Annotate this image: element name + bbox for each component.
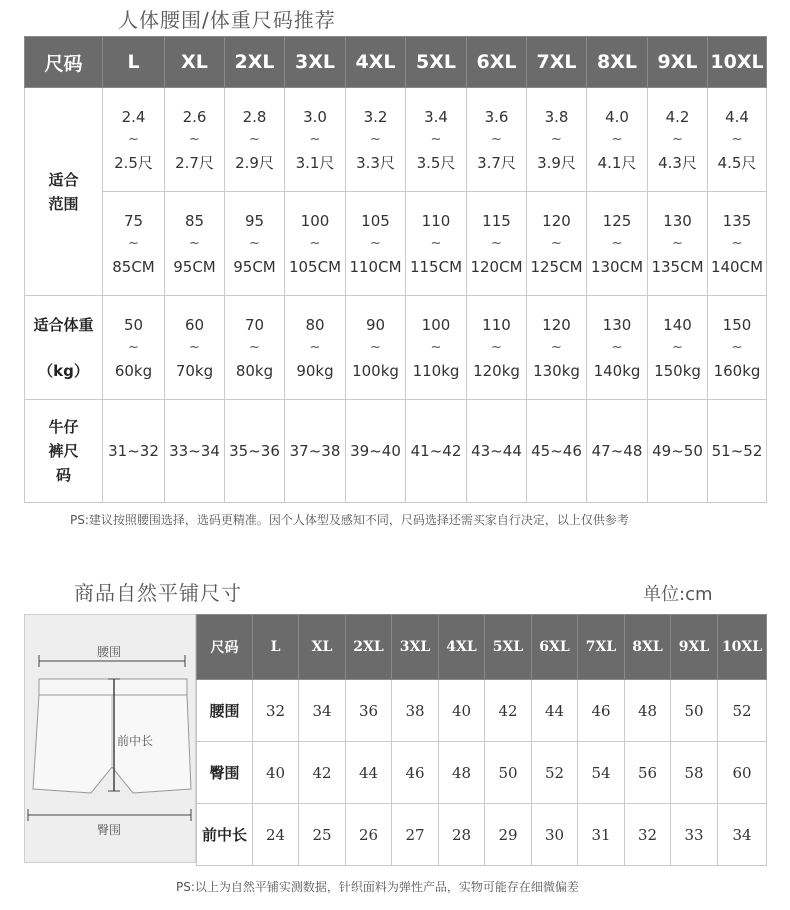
table-cell: 140 ~ 150kg bbox=[648, 296, 708, 400]
table-cell: 110 ~ 115CM bbox=[406, 192, 467, 296]
table-cell: 42 bbox=[299, 742, 346, 804]
table-cell: 70 ~ 80kg bbox=[225, 296, 285, 400]
row-label: 臀围 bbox=[197, 742, 253, 804]
jeans-size-label: 牛仔裤尺码 bbox=[25, 400, 103, 503]
size-col-header: 9XL bbox=[648, 37, 708, 88]
row-label: 前中长 bbox=[197, 804, 253, 866]
size-col-header: 5XL bbox=[485, 615, 532, 680]
table-cell: 110 ~ 120kg bbox=[467, 296, 527, 400]
table-cell: 105 ~ 110CM bbox=[346, 192, 406, 296]
size-col-header: 3XL bbox=[392, 615, 439, 680]
size-col-header: 7XL bbox=[527, 37, 587, 88]
table-cell: 28 bbox=[439, 804, 485, 866]
size-col-header: 8XL bbox=[587, 37, 648, 88]
table-cell: 60 ~ 70kg bbox=[165, 296, 225, 400]
row-label: 腰围 bbox=[197, 680, 253, 742]
table-cell: 48 bbox=[625, 680, 671, 742]
front-length-row bbox=[197, 804, 767, 866]
garment-diagram bbox=[24, 614, 196, 863]
table-cell: 39~40 bbox=[346, 400, 406, 503]
table-cell: 2.8 ~ 2.9尺 bbox=[225, 88, 285, 192]
table-cell: 3.8 ~ 3.9尺 bbox=[527, 88, 587, 192]
table-cell: 45~46 bbox=[527, 400, 587, 503]
table-cell: 60 bbox=[718, 742, 767, 804]
size-col-header: 9XL bbox=[671, 615, 718, 680]
table-cell: 54 bbox=[578, 742, 625, 804]
table-cell: 4.2 ~ 4.3尺 bbox=[648, 88, 708, 192]
size-col-header: L bbox=[253, 615, 299, 680]
table-cell: 40 bbox=[439, 680, 485, 742]
size-col-header: 7XL bbox=[578, 615, 625, 680]
table-cell: 120 ~ 125CM bbox=[527, 192, 587, 296]
weight-label: 适合体重 （kg） bbox=[25, 296, 103, 400]
size-col-header: XL bbox=[165, 37, 225, 88]
size-col-header: 2XL bbox=[225, 37, 285, 88]
table-cell: 31 bbox=[578, 804, 625, 866]
table-cell: 31~32 bbox=[103, 400, 165, 503]
diagram-length-label: 前中长 bbox=[117, 734, 154, 748]
table-cell: 95 ~ 95CM bbox=[225, 192, 285, 296]
size-advice-note: PS:建议按照腰围选择，选码更精准。因个人体型及感知不同，尺码选择还需买家自行决定，以上仅供参考 bbox=[70, 513, 629, 527]
table-cell: 27 bbox=[392, 804, 439, 866]
table-cell: 44 bbox=[532, 680, 578, 742]
waist-row bbox=[197, 680, 767, 742]
table-cell: 3.6 ~ 3.7尺 bbox=[467, 88, 527, 192]
size-header-row bbox=[25, 37, 767, 88]
table-cell: 29 bbox=[485, 804, 532, 866]
table-cell: 90 ~ 100kg bbox=[346, 296, 406, 400]
table-cell: 33~34 bbox=[165, 400, 225, 503]
table-cell: 2.4 ~ 2.5尺 bbox=[103, 88, 165, 192]
table-cell: 130 ~ 135CM bbox=[648, 192, 708, 296]
jeans-row bbox=[25, 400, 767, 503]
table-cell: 75 ~ 85CM bbox=[103, 192, 165, 296]
size-col-header: 6XL bbox=[467, 37, 527, 88]
table-cell: 34 bbox=[718, 804, 767, 866]
table-cell: 25 bbox=[299, 804, 346, 866]
table-cell: 80 ~ 90kg bbox=[285, 296, 346, 400]
table-cell: 115 ~ 120CM bbox=[467, 192, 527, 296]
size-col-header: XL bbox=[299, 615, 346, 680]
table-cell: 46 bbox=[578, 680, 625, 742]
table-cell: 56 bbox=[625, 742, 671, 804]
size-col-header: 4XL bbox=[439, 615, 485, 680]
size-col-header: 4XL bbox=[346, 37, 406, 88]
size-col-header: L bbox=[103, 37, 165, 88]
table-cell: 100 ~ 110kg bbox=[406, 296, 467, 400]
table-cell: 52 bbox=[718, 680, 767, 742]
table-cell: 2.6 ~ 2.7尺 bbox=[165, 88, 225, 192]
table-cell: 50 bbox=[485, 742, 532, 804]
table-cell: 3.0 ~ 3.1尺 bbox=[285, 88, 346, 192]
size-col-header: 5XL bbox=[406, 37, 467, 88]
size-chart-title: 人体腰围/体重尺码推荐 bbox=[118, 8, 336, 32]
table-cell: 58 bbox=[671, 742, 718, 804]
size-col-header: 10XL bbox=[708, 37, 767, 88]
body-size-table bbox=[24, 36, 767, 503]
size-col-header: 10XL bbox=[718, 615, 767, 680]
table-cell: 52 bbox=[532, 742, 578, 804]
waist-cm-row bbox=[25, 192, 767, 296]
table-cell: 120 ~ 130kg bbox=[527, 296, 587, 400]
table-cell: 3.4 ~ 3.5尺 bbox=[406, 88, 467, 192]
table-cell: 38 bbox=[392, 680, 439, 742]
table-cell: 41~42 bbox=[406, 400, 467, 503]
table-cell: 85 ~ 95CM bbox=[165, 192, 225, 296]
size-col-header: 2XL bbox=[346, 615, 392, 680]
table-cell: 130 ~ 140kg bbox=[587, 296, 648, 400]
measurement-note: PS:以上为自然平铺实测数据，针织面料为弹性产品，实物可能存在细微偏差 bbox=[176, 880, 579, 894]
table-cell: 4.4 ~ 4.5尺 bbox=[708, 88, 767, 192]
table-cell: 150 ~ 160kg bbox=[708, 296, 767, 400]
waist-chi-row bbox=[25, 88, 767, 192]
table-cell: 35~36 bbox=[225, 400, 285, 503]
fit-range-label: 适合范围 bbox=[25, 88, 103, 296]
table-cell: 100 ~ 105CM bbox=[285, 192, 346, 296]
size-col-header: 6XL bbox=[532, 615, 578, 680]
table-cell: 46 bbox=[392, 742, 439, 804]
table-cell: 42 bbox=[485, 680, 532, 742]
size-col-header: 3XL bbox=[285, 37, 346, 88]
table-cell: 30 bbox=[532, 804, 578, 866]
table-cell: 125 ~ 130CM bbox=[587, 192, 648, 296]
weight-row bbox=[25, 296, 767, 400]
table-cell: 40 bbox=[253, 742, 299, 804]
table-cell: 50 bbox=[671, 680, 718, 742]
table-cell: 3.2 ~ 3.3尺 bbox=[346, 88, 406, 192]
table-cell: 32 bbox=[625, 804, 671, 866]
size-col-header: 8XL bbox=[625, 615, 671, 680]
garment-size-table bbox=[196, 614, 767, 866]
table-cell: 48 bbox=[439, 742, 485, 804]
table-cell: 33 bbox=[671, 804, 718, 866]
table-cell: 51~52 bbox=[708, 400, 767, 503]
table-cell: 34 bbox=[299, 680, 346, 742]
garment-header-row bbox=[197, 615, 767, 680]
size-header-label: 尺码 bbox=[25, 37, 103, 88]
table-cell: 43~44 bbox=[467, 400, 527, 503]
table-cell: 36 bbox=[346, 680, 392, 742]
table-cell: 24 bbox=[253, 804, 299, 866]
table-cell: 37~38 bbox=[285, 400, 346, 503]
diagram-hip-label: 臀围 bbox=[97, 823, 122, 837]
table-cell: 4.0 ~ 4.1尺 bbox=[587, 88, 648, 192]
table-cell: 44 bbox=[346, 742, 392, 804]
hip-row bbox=[197, 742, 767, 804]
table-cell: 47~48 bbox=[587, 400, 648, 503]
table-cell: 26 bbox=[346, 804, 392, 866]
table-cell: 50 ~ 60kg bbox=[103, 296, 165, 400]
diagram-waist-label: 腰围 bbox=[97, 645, 122, 659]
table-cell: 135 ~ 140CM bbox=[708, 192, 767, 296]
flat-size-title: 商品自然平铺尺寸 bbox=[74, 581, 242, 605]
table-cell: 32 bbox=[253, 680, 299, 742]
unit-label: 单位:cm bbox=[643, 584, 713, 605]
garment-header-label: 尺码 bbox=[197, 615, 253, 680]
table-cell: 49~50 bbox=[648, 400, 708, 503]
